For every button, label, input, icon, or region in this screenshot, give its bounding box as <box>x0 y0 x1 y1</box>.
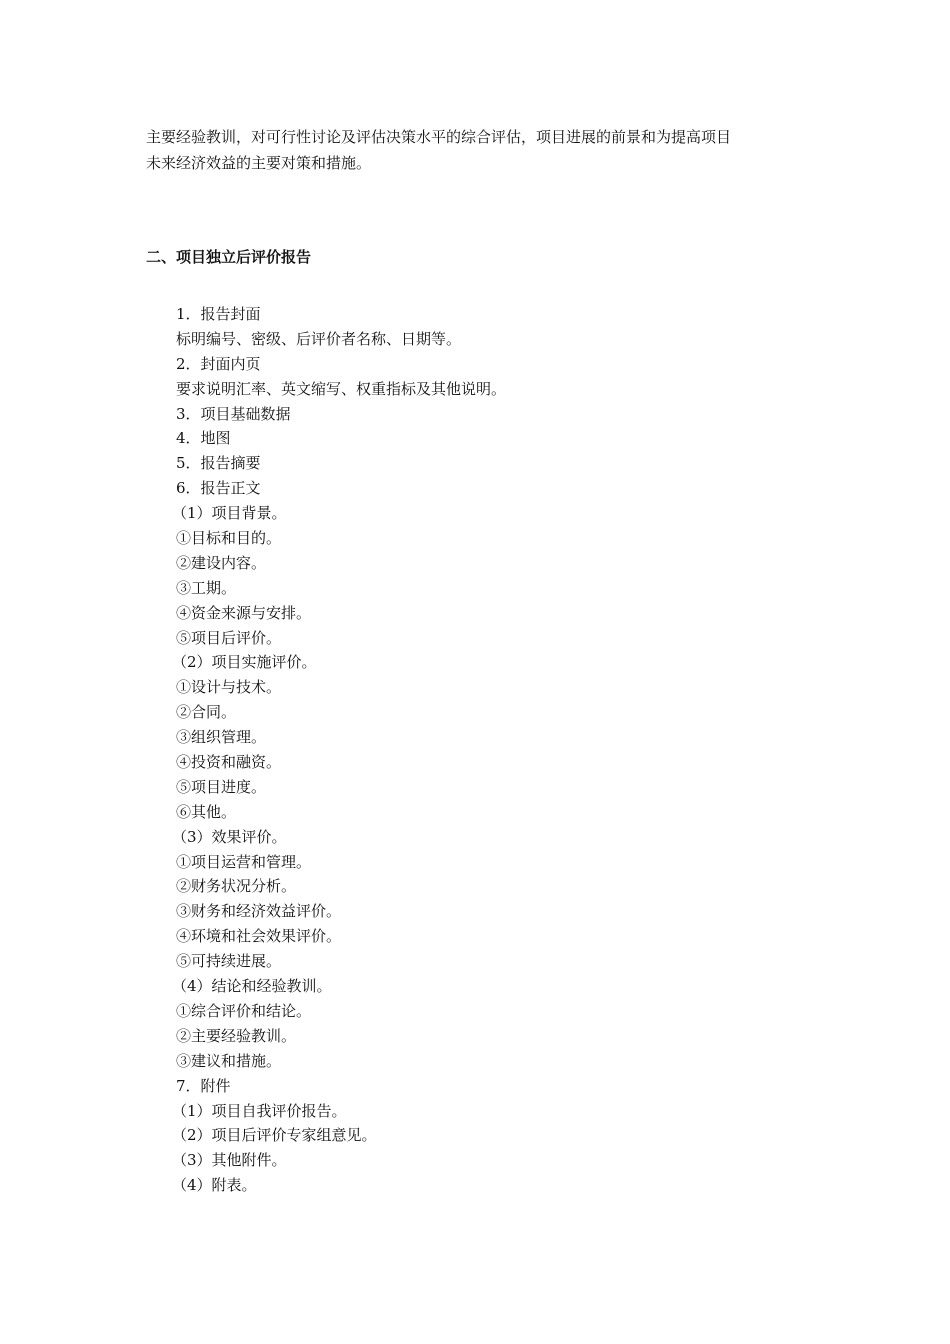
outline-item: （2）项目实施评价。 <box>172 653 317 672</box>
outline-item: 标明编号、密级、后评价者名称、日期等。 <box>176 329 462 348</box>
outline-item: ④投资和融资。 <box>176 753 282 772</box>
intro-paragraph <box>146 124 826 176</box>
outline-item: （3）效果评价。 <box>172 827 287 846</box>
outline-item: 要求说明汇率、英文缩写、权重指标及其他说明。 <box>176 379 507 398</box>
outline-item: ①设计与技术。 <box>176 678 282 697</box>
outline-item: ②主要经验教训。 <box>176 1026 297 1045</box>
outline-item: （4）附表。 <box>172 1176 257 1195</box>
outline-item: 4．地图 <box>176 429 231 448</box>
outline-item: ②建设内容。 <box>176 553 267 572</box>
outline-item: 1．报告封面 <box>176 305 261 323</box>
outline-item: ②合同。 <box>176 703 237 722</box>
outline-item: ①综合评价和结论。 <box>176 1001 312 1020</box>
outline-item: 7．附件 <box>176 1076 231 1095</box>
outline-item: ⑥其他。 <box>176 802 237 821</box>
outline-item: ①项目运营和管理。 <box>176 852 312 871</box>
outline-item: ⑤项目进度。 <box>176 777 267 796</box>
outline-item: （1）项目背景。 <box>172 504 287 523</box>
outline-item: 5．报告摘要 <box>176 454 261 473</box>
outline-item: ③组织管理。 <box>176 728 267 747</box>
outline-item: ③建议和措施。 <box>176 1051 282 1070</box>
outline-item: 6．报告正文 <box>176 479 261 498</box>
outline-item: 2．封面内页 <box>176 354 261 373</box>
intro-line: 未来经济效益的主要对策和措施。 <box>146 154 372 172</box>
outline-item: ⑤项目后评价。 <box>176 628 282 647</box>
outline-item: ①目标和目的。 <box>176 529 282 548</box>
report-outline-list <box>172 302 507 1198</box>
outline-item: （2）项目后评价专家组意见。 <box>172 1126 377 1145</box>
outline-item: ②财务状况分析。 <box>176 877 297 896</box>
outline-item: ③财务和经济效益评价。 <box>176 902 342 921</box>
intro-line: 主要经验教训，对可行性讨论及评估决策水平的综合评估，项目进展的前景和为提高项目 <box>146 128 732 146</box>
section-heading: 二、项目独立后评价报告 <box>146 248 312 266</box>
outline-item: ④环境和社会效果评价。 <box>176 927 342 946</box>
outline-item: ④资金来源与安排。 <box>176 603 312 622</box>
outline-item: ③工期。 <box>176 578 237 597</box>
outline-item: （1）项目自我评价报告。 <box>172 1101 347 1120</box>
outline-item: （3）其他附件。 <box>172 1151 287 1170</box>
outline-item: （4）结论和经验教训。 <box>172 977 332 996</box>
outline-item: ⑤可持续进展。 <box>176 952 282 971</box>
outline-item: 3．项目基础数据 <box>176 404 291 423</box>
